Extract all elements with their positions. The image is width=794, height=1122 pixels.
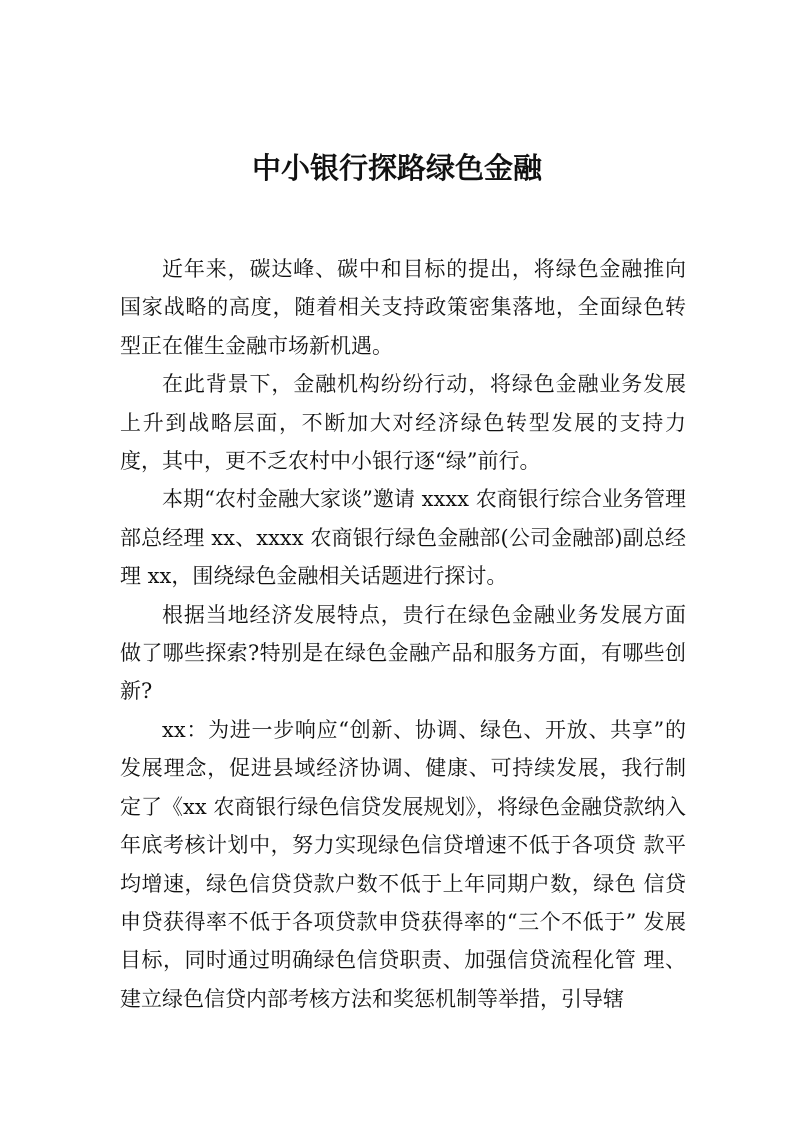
document-body (120, 250, 686, 1018)
body-paragraph: 在此背景下，金融机构纷纷行动，将绿色金融业务发展上升到战略层面，不断加大对经济绿色转型发展的支持力度，其中，更不乏农村中小银行逐“绿”前行。 (120, 372, 686, 474)
body-paragraph: 根据当地经济发展特点，贵行在绿色金融业务发展方面做了哪些探索?特别是在绿色金融产品和服务方面，有哪些创新? (120, 602, 686, 704)
body-paragraph: 本期“农村金融大家谈”邀请 xxxx 农商银行综合业务管理部总经理 xx、xxxx 农商银行绿色金融部(公司金融部)副总经理 xx，围绕绿色金融相关话题进行探讨。 (120, 487, 686, 589)
body-paragraph: xx：为进一步响应“创新、协调、绿色、开放、共享”的发展理念，促进县域经济协调、健康、可持续发展，我行制定了《xx 农商银行绿色信贷发展规划》，将绿色金融贷款纳入年底考核计划中，努力实现绿色信贷增速不低于各项贷 款平均增速，绿色信贷贷款户数不低于上年同期户数，绿色 信贷申贷获得率不低于各项贷款申贷获得率的“三个不低于” 发展目标，同时通过明确绿色信贷职责、加强信贷流程化管 理、建立绿色信贷内部考核方法和奖惩机制等举措，引导辖 (120, 717, 686, 1011)
document-title: 中小银行探路绿色金融 (251, 151, 542, 185)
body-paragraph: 近年来，碳达峰、碳中和目标的提出，将绿色金融推向国家战略的高度，随着相关支持政策密集落地，全面绿色转型正在催生金融市场新机遇。 (120, 257, 686, 358)
